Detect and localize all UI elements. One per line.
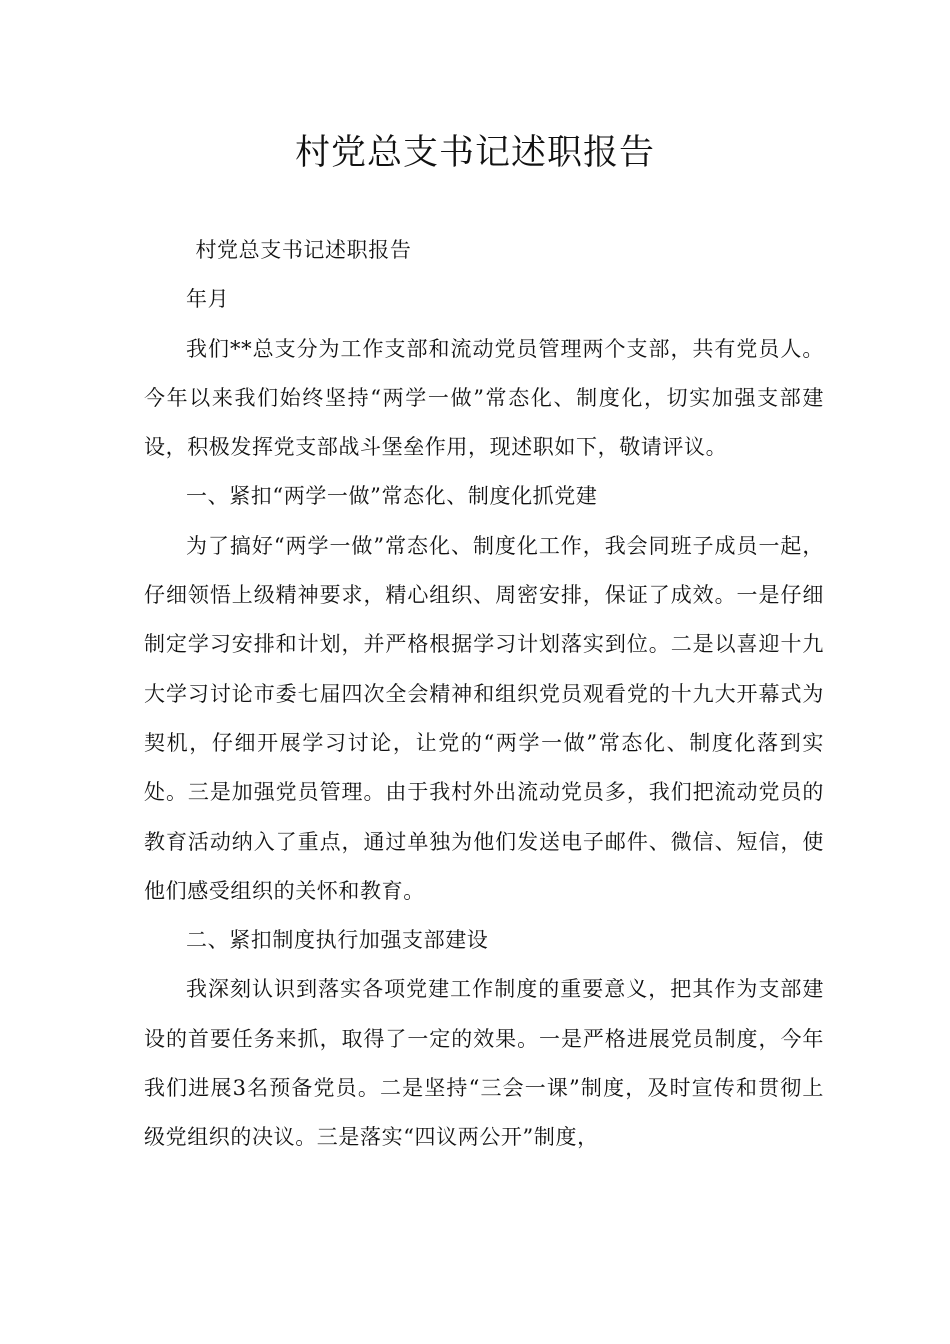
document-body [144,226,824,1163]
document-subtitle: 村党总支书记述职报告 [195,238,412,262]
section-2-paragraph: 我深刻认识到落实各项党建工作制度的重要意义，把其作为支部建设的首要任务来抓，取得了一定的效果。一是严格进展党员制度，今年我们进展3名预备党员。二是坚持“三会一课”制度，及时宣传和贯彻上级党组织的决议。三是落实“四议两公开”制度， [144,977,824,1150]
section-heading-1: 一、紧扣“两学一做”常态化、制度化抓党建 [186,484,598,509]
document-title: 村党总支书记述职报告 [294,133,655,173]
section-heading-2: 二、紧扣制度执行加强支部建设 [186,928,489,953]
date-line: 年月 [186,287,230,312]
section-1-paragraph: 为了搞好“两学一做”常态化、制度化工作，我会同班子成员一起，仔细领悟上级精神要求，精心组织、周密安排，保证了成效。一是仔细制定学习安排和计划，并严格根据学习计划落实到位。二是以喜迎十九大学习讨论市委七届四次全会精神和组织党员观看党的十九大开幕式为契机，仔细开展学习讨论，让党的“两学一做”常态化、制度化落到实处。三是加强党员管理。由于我村外出流动党员多，我们把流动党员的教育活动纳入了重点，通过单独为他们发送电子邮件、微信、短信，使他们感受组织的关怀和教育。 [144,533,824,903]
intro-paragraph: 我们**总支分为工作支部和流动党员管理两个支部，共有党员人。今年以来我们始终坚持“两学一做”常态化、制度化，切实加强支部建设，积极发挥党支部战斗堡垒作用，现述职如下，敬请评议。 [144,336,824,460]
